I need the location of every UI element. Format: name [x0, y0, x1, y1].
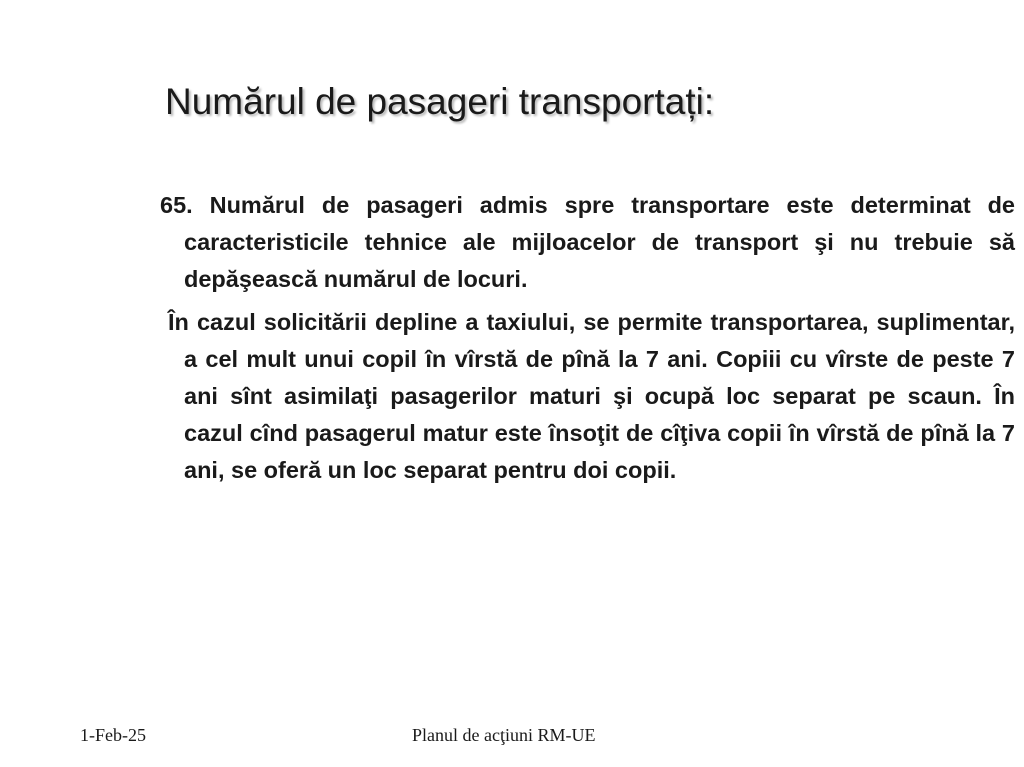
- footer-center-text: Planul de acţiuni RM-UE: [412, 725, 596, 745]
- slide-title: Numărul de pasageri transportați:: [165, 81, 715, 122]
- paragraph-article-65: 65. Numărul de pasageri admis spre transportare este determinat de caracteristicile tehnice ale mijloacelor de transport şi nu trebuie să depăşească numărul de locuri.: [160, 192, 1015, 292]
- slide-body: [160, 187, 1015, 489]
- footer-date: 1-Feb-25: [80, 725, 146, 745]
- paragraph-taxi-children: În cazul solicitării depline a taxiului, se permite transportarea, suplimentar, a cel mult unui copil în vîrstă de pînă la 7 ani. Copiii cu vîrste de peste 7 ani sînt asimilaţi pasagerilor maturi şi ocupă loc separat pe scaun. În cazul cînd pasagerul matur este însoţit de cîţiva copii în vîrstă de pînă la 7 ani, se oferă un loc separat pentru doi copii.: [168, 309, 1015, 483]
